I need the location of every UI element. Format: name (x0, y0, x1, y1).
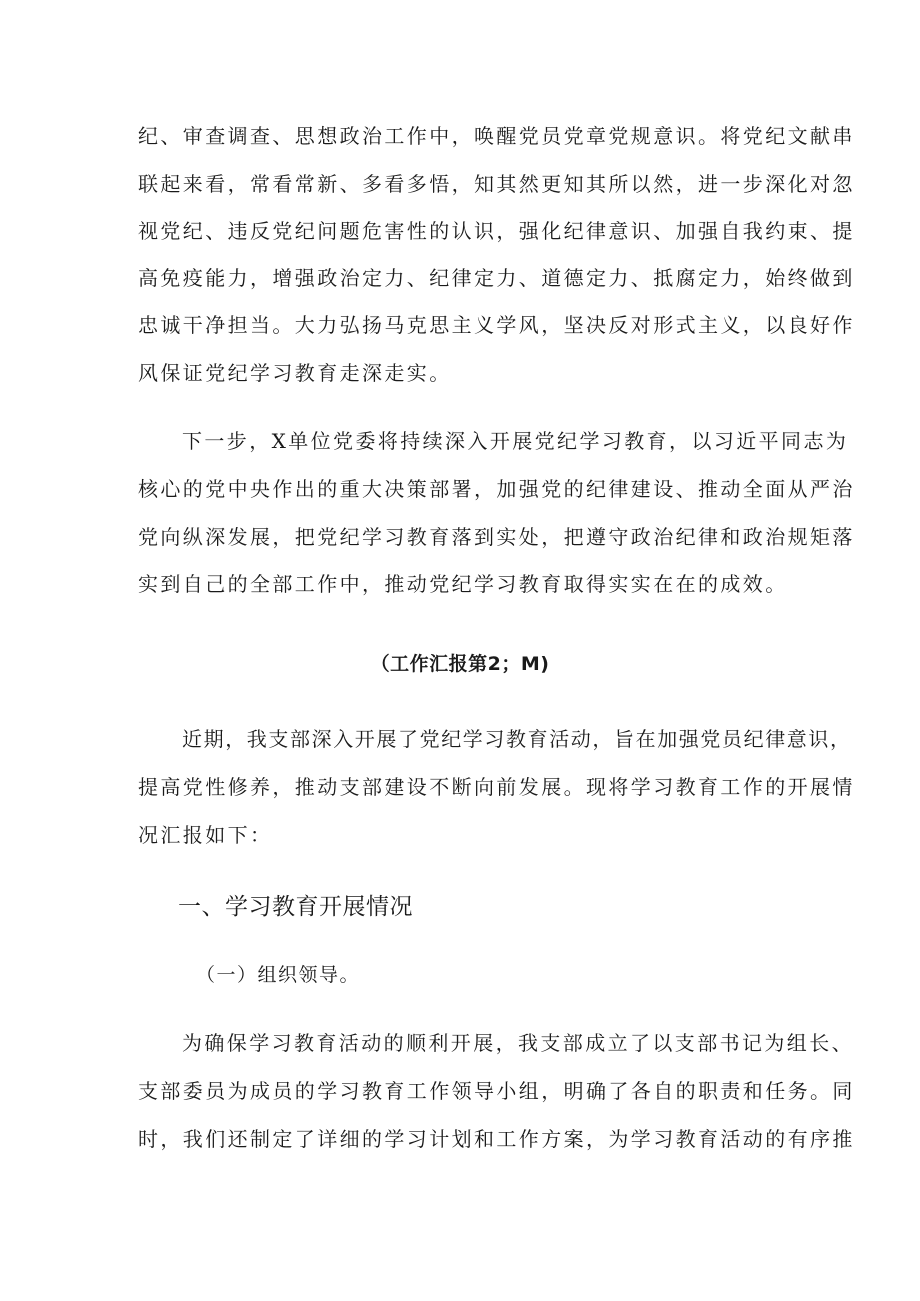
subsection-heading: （一）组织领导。 (196, 964, 361, 986)
paragraph-line: 为确保学习教育活动的顺利开展，我支部成立了以支部书记为组长、 (182, 1031, 854, 1055)
paragraph-line: 提高党性修养，推动支部建设不断向前发展。现将学习教育工作的开展情 (138, 775, 855, 799)
paragraph-line: 忠诚干净担当。大力弘扬马克思主义学风，坚决反对形式主义，以良好作 (138, 313, 855, 337)
paragraph-line: 视党纪、违反党纪问题危害性的认识，强化纪律意识、加强自我约束、提 (138, 219, 855, 243)
paragraph-line: 况汇报如下： (138, 823, 273, 847)
paragraph-line: 高免疫能力，增强政治定力、纪律定力、道德定力、抵腐定力，始终做到 (138, 266, 855, 290)
paragraph-line: 实到自己的全部工作中，推动党纪学习教育取得实实在在的成效。 (138, 572, 788, 596)
paragraph-line: 下一步，X单位党委将持续深入开展党纪学习教育，以习近平同志为 (182, 429, 849, 453)
paragraph-line: 时，我们还制定了详细的学习计划和工作方案，为学习教育活动的有序推 (138, 1127, 855, 1151)
section-heading: 一、学习教育开展情况 (178, 894, 413, 920)
paragraph-line: 风保证党纪学习教育走深走实。 (138, 361, 452, 385)
paragraph-line: 支部委员为成员的学习教育工作领导小组，明确了各自的职责和任务。同 (138, 1079, 855, 1103)
report-title: （工作汇报第2；M) (370, 653, 550, 675)
paragraph-line: 核心的党中央作出的重大决策部署，加强党的纪律建设、推动全面从严治 (138, 477, 855, 501)
paragraph-line: 联起来看，常看常新、多看多悟，知其然更知其所以然，进一步深化对忽 (138, 172, 855, 196)
paragraph-line: 近期，我支部深入开展了党纪学习教育活动，旨在加强党员纪律意识， (182, 727, 852, 751)
paragraph-line: 纪、审查调查、思想政治工作中，唤醒党员党章党规意识。将党纪文献串 (138, 124, 855, 148)
paragraph-line: 党向纵深发展，把党纪学习教育落到实处，把遵守政治纪律和政治规矩落 (138, 525, 855, 549)
